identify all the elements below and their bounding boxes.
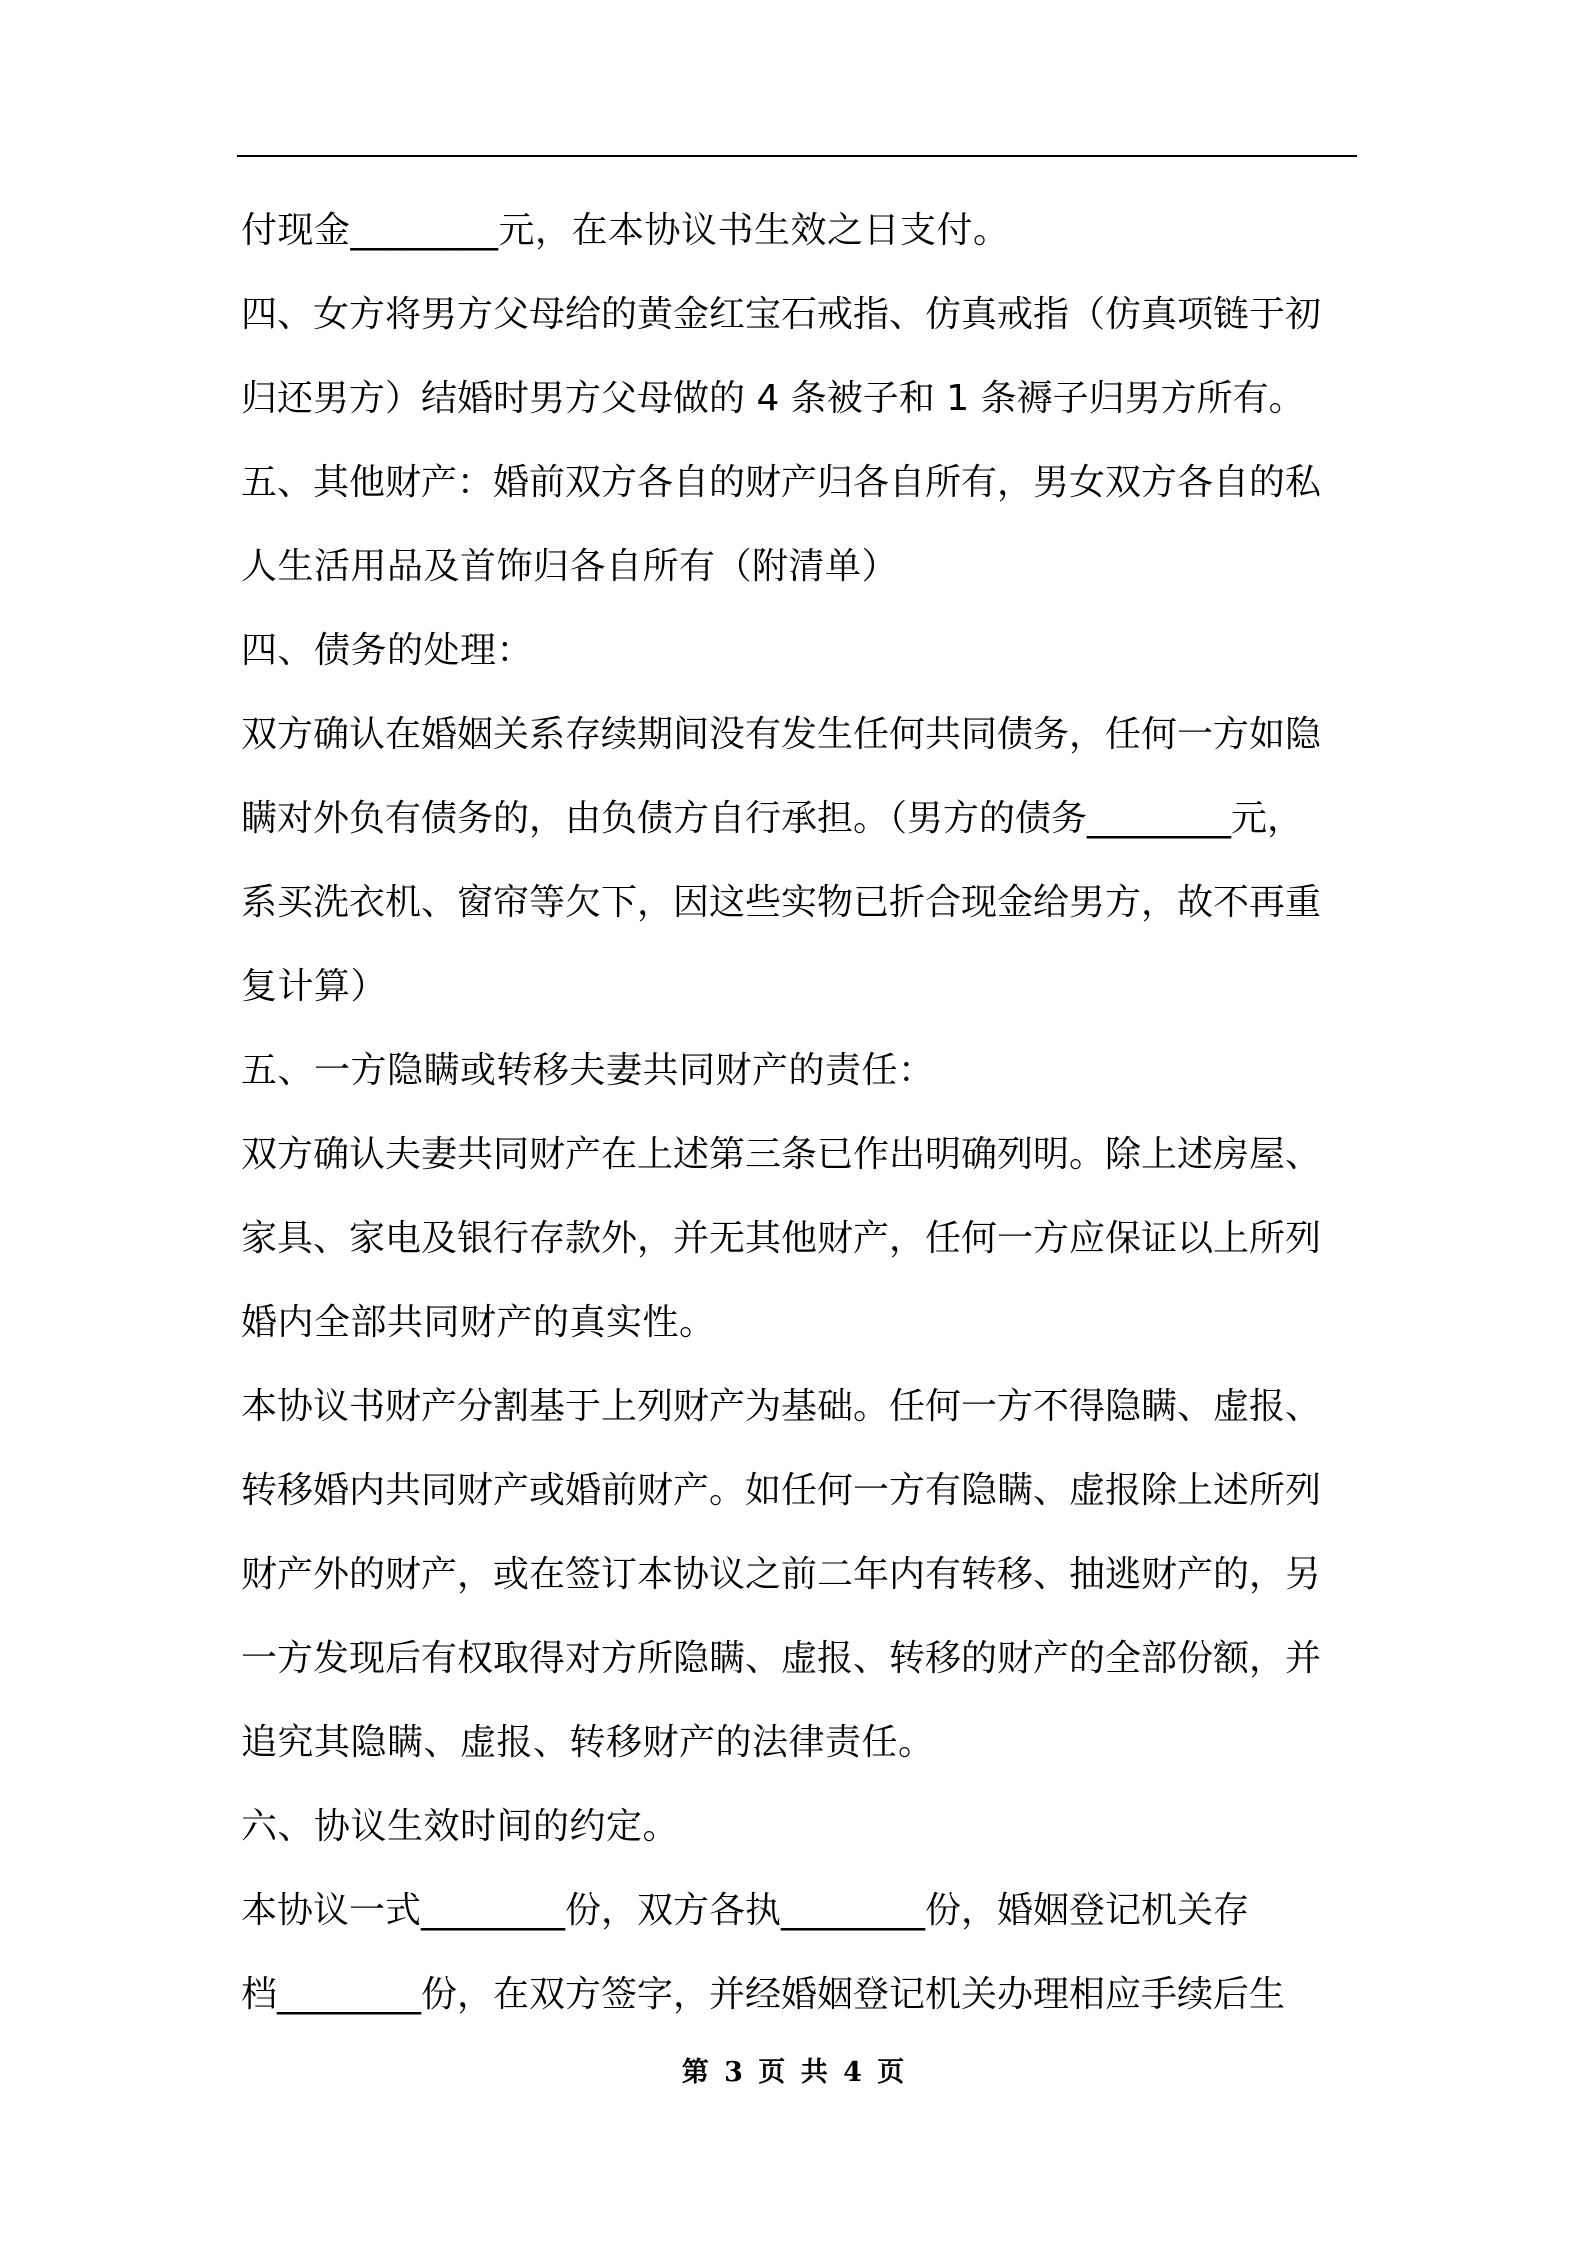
text-line: 双方确认在婚姻关系存续期间没有发生任何共同债务，任何一方如隐 [241, 714, 1322, 755]
text-line: 复计算） [241, 966, 388, 1007]
text-line: 五、其他财产：婚前双方各自的财产归各自所有，男女双方各自的私 [241, 462, 1322, 503]
text-line: 本协议书财产分割基于上列财产为基础。任何一方不得隐瞒、虚报、 [241, 1386, 1322, 1427]
section-heading: 四、债务的处理： [241, 630, 534, 671]
section-heading: 六、协议生效时间的约定。 [241, 1806, 680, 1847]
text-line: 归还男方）结婚时男方父母做的 4 条被子和 1 条褥子归男方所有。 [241, 378, 1305, 419]
page-number-footer: 第 3 页 共 4 页 [681, 2057, 905, 2088]
text-line: 瞒对外负有债务的，由负债方自行承担。（男方的债务________元， [241, 798, 1304, 839]
text-line: 一方发现后有权取得对方所隐瞒、虚报、转移的财产的全部份额，并 [241, 1638, 1322, 1679]
text-line: 四、女方将男方父母给的黄金红宝石戒指、仿真戒指（仿真项链于初 [241, 294, 1322, 335]
text-line: 婚内全部共同财产的真实性。 [241, 1302, 716, 1343]
document-body [241, 189, 1361, 2037]
text-line: 档________份，在双方签字，并经婚姻登记机关办理相应手续后生 [241, 1974, 1286, 2015]
text-line: 转移婚内共同财产或婚前财产。如任何一方有隐瞒、虚报除上述所列 [241, 1470, 1322, 1511]
text-line: 本协议一式________份，双方各执________份，婚姻登记机关存 [241, 1890, 1250, 1931]
text-line: 双方确认夫妻共同财产在上述第三条已作出明确列明。除上述房屋、 [241, 1134, 1322, 1175]
section-heading: 五、一方隐瞒或转移夫妻共同财产的责任： [241, 1050, 935, 1091]
text-line: 财产外的财产，或在签订本协议之前二年内有转移、抽逃财产的，另 [241, 1554, 1322, 1595]
text-line: 家具、家电及银行存款外，并无其他财产，任何一方应保证以上所列 [241, 1218, 1322, 1259]
text-line: 系买洗衣机、窗帘等欠下，因这些实物已折合现金给男方，故不再重 [241, 882, 1322, 923]
header-rule [237, 155, 1357, 157]
text-line: 追究其隐瞒、虚报、转移财产的法律责任。 [241, 1722, 935, 1763]
text-line: 付现金________元，在本协议书生效之日支付。 [241, 210, 1010, 251]
text-line: 人生活用品及首饰归各自所有（附清单） [241, 546, 899, 587]
